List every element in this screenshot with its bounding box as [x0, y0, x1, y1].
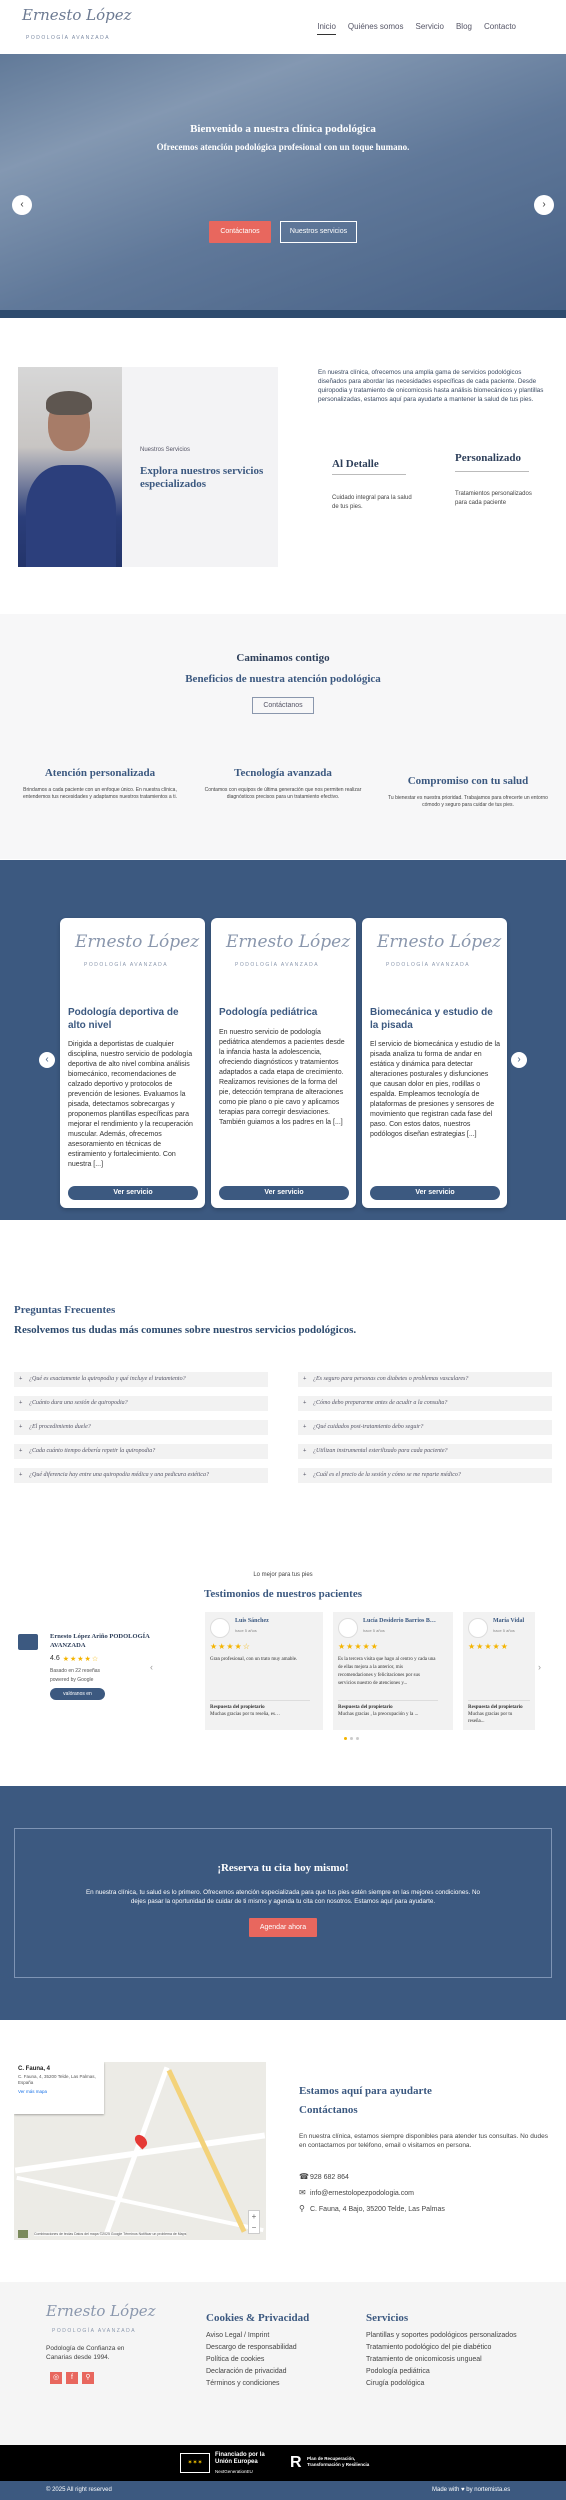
made-by-text[interactable]: Made with ♥ by nortemista.es — [432, 2487, 511, 2493]
services-kicker: Nuestros Servicios — [140, 447, 191, 453]
faq-title: Preguntas Frecuentes — [14, 1304, 116, 1316]
faq-item[interactable]: + ¿Es seguro para personas con diabetes o problemas vasculares? — [298, 1372, 552, 1387]
faq-question: ¿Cuánto dura una sesión de quiropodia? — [29, 1400, 128, 1406]
reviews-kicker: Lo mejor para tus pies — [253, 1572, 313, 1578]
faq-question: ¿Cada cuánto tiempo debería repetir la quiropodia? — [29, 1448, 156, 1454]
benefit-text-personalizada: Brindamos a cada paciente con un enfoque único. En nuestra clínica, entendemos tus necesidades y adaptamos nuestros tratamientos a ti. — [23, 787, 177, 800]
avatar — [468, 1618, 488, 1638]
social-links — [50, 2372, 94, 2384]
view-service-button[interactable]: Ver servicio — [68, 1186, 198, 1200]
faq-item[interactable]: + ¿Utilizan instrumental esterilizado para cada paciente? — [298, 1444, 552, 1459]
footer-link[interactable]: Términos y condiciones — [206, 2380, 280, 2387]
owner-response — [338, 1700, 438, 1718]
card-logo-subtitle: PODOLOGÍA AVANZADA — [386, 962, 471, 968]
eu-flag-icon: ✶✶✶ — [180, 2453, 210, 2473]
hero-slider — [0, 54, 566, 318]
map-larger-link[interactable]: Ver más mapa — [18, 2089, 48, 2094]
business-name: Ernesto López Ariño PODOLOGÍA AVANZADA — [50, 1633, 150, 1649]
faq-subtitle: Resolvemos tus dudas más comunes sobre nuestros servicios podológicos. — [14, 1324, 357, 1336]
main-nav — [317, 22, 516, 35]
benefit-title-compromiso: Compromiso con tu salud — [407, 775, 529, 787]
benefits-section — [0, 614, 566, 859]
map-credits: Combinaciones de teclas Datos del mapa ©2025 Google Términos Notificar un problema de Maps — [34, 2232, 187, 2236]
card-logo: Ernesto López — [377, 932, 502, 952]
hero-next-arrow-icon[interactable]: › — [534, 195, 554, 215]
logo[interactable]: Ernesto López — [22, 6, 132, 24]
footer-link[interactable]: Cirugía podológica — [366, 2380, 425, 2387]
funding-bar — [0, 2445, 566, 2481]
faq-item[interactable]: + ¿Qué es exactamente la quiropodia y qué incluye el tratamiento? — [14, 1372, 268, 1387]
faq-item[interactable]: + ¿Cada cuánto tiempo debería repetir la quiropodia? — [14, 1444, 268, 1459]
reviews-title: Testimonios de nuestros pacientes — [204, 1588, 362, 1600]
email-icon: ✉ — [299, 2188, 306, 2197]
services-prev-arrow-icon[interactable]: ‹ — [39, 1052, 55, 1068]
nav-quienes-somos[interactable]: Quiénes somos — [347, 22, 404, 31]
feature-detalle-text: Cuidado integral para la salud de tus pies. — [332, 495, 412, 510]
google-maps-icon[interactable]: ⚲ — [82, 2372, 94, 2384]
benefits-title: Caminamos contigo — [236, 652, 330, 664]
nav-contacto[interactable]: Contacto — [483, 22, 516, 31]
footer-link[interactable]: Descargo de responsabilidad — [206, 2344, 297, 2351]
contact-subtitle: Contáctanos — [299, 2104, 358, 2116]
service-text: Dirigida a deportistas de cualquier disciplina, nuestro servicio de podología deportiva de alto nivel combina análisis biomecánico, recomendaciones de calzado deportivo y protocolos de prevención de lesiones. Evaluamos la pisada, detectamos sobrecargas y proponemos plantillas específicas para mejorar el rendimiento y la recuperación muscular. Además, ofrecemos asesoramiento en técnicas de estiramiento y fortalecimiento. Con nuestra [...] — [68, 1041, 193, 1168]
booking-title: ¡Reserva tu cita hoy mismo! — [217, 1862, 349, 1874]
response-label: Respuesta del propietario — [210, 1705, 265, 1710]
faq-item[interactable]: + ¿Qué cuidados post-tratamiento debo seguir? — [298, 1420, 552, 1435]
rating-count: Basado en 22 reseñas — [50, 1668, 101, 1674]
business-icon — [18, 1634, 38, 1650]
reviews-prev-arrow-icon[interactable]: ‹ — [150, 1662, 153, 1672]
rating-stars-icon: ★★★★☆ — [62, 1656, 100, 1663]
footer-link[interactable]: Aviso Legal / Imprint — [206, 2332, 270, 2339]
services-intro-text: En nuestra clínica, ofrecemos una amplia gama de servicios podológicos diseñados para abordar las necesidades específicas de cada paciente. Desde quiropodia y tratamiento de onicomicosis hasta análisis biomecánicos y plantillas personalizadas, estamos aquí para ayudarte a mantener la salud de tus pies. — [318, 369, 544, 403]
instagram-icon[interactable]: ◎ — [50, 2372, 62, 2384]
reviews-next-arrow-icon[interactable]: › — [538, 1662, 541, 1672]
service-title: Podología deportiva de alto nivel — [68, 1007, 179, 1031]
view-service-button[interactable]: Ver servicio — [370, 1186, 500, 1200]
divider — [332, 474, 406, 475]
hero-band — [0, 310, 566, 318]
hero-title: Bienvenido a nuestra clínica podológica — [190, 123, 376, 135]
nav-inicio[interactable]: Inicio — [317, 22, 336, 35]
faq-question: ¿Es seguro para personas con diabetes o problemas vasculares? — [313, 1376, 469, 1382]
phone-icon: ☎ — [299, 2172, 309, 2181]
response-label: Respuesta del propietario — [468, 1705, 523, 1710]
footer-col2-title: Servicios — [366, 2312, 409, 2324]
benefit-text-tecnologia: Contamos con equipos de última generación que nos permiten realizar diagnósticos precisos para un tratamiento efectivo. — [204, 787, 362, 800]
view-service-button[interactable]: Ver servicio — [219, 1186, 349, 1200]
faq-question: ¿Utilizan instrumental esterilizado para cada paciente? — [313, 1448, 448, 1454]
faq-item[interactable]: + ¿Cómo debo prepararme antes de acudir a la consulta? — [298, 1396, 552, 1411]
site-header — [0, 0, 566, 54]
benefits-subtitle: Beneficios de nuestra atención podológica — [185, 673, 381, 685]
email-address: info@ernestolopezpodologia.com — [309, 2190, 414, 2197]
services-next-arrow-icon[interactable]: › — [511, 1052, 527, 1068]
location-map[interactable] — [14, 2062, 266, 2240]
eu-nextgen-text: NextGenerationEU — [215, 2469, 253, 2474]
site-footer — [0, 2282, 566, 2445]
faq-item[interactable]: + ¿Cuánto dura una sesión de quiropodia? — [14, 1396, 268, 1411]
recovery-plan-logo-icon: R — [290, 2454, 302, 2471]
reviewer-name: María Vidal — [493, 1618, 525, 1624]
book-now-button[interactable]: Agendar ahora — [249, 1918, 317, 1937]
benefit-title-tecnologia: Tecnología avanzada — [234, 767, 332, 779]
footer-col1-title: Cookies & Privacidad — [206, 2312, 310, 2324]
hero-subtitle: Ofrecemos atención podológica profesional con un toque humano. — [156, 142, 410, 152]
booking-text: En nuestra clínica, tu salud es lo primero. Ofrecemos atención especializada para que tus pies estén siempre en las mejores condiciones. No dejes pasar la oportunidad de cuidar de ti mismo y agenda tu cita con nosotros. Estamos aquí para ayudarte. — [85, 1889, 481, 1905]
review-card — [463, 1612, 535, 1730]
response-text: Muchas gracias por tu reseña... — [468, 1712, 513, 1724]
service-text: En nuestro servicio de podología pediátrica atendemos a pacientes desde la infancia hasta la adolescencia, ofreciendo diagnósticos y tratamientos adaptados a cada etapa de crecimiento. Realizamos revisiones de la forma del pie, detección temprana de alteraciones como pie plano o pie cavo y aplicamos terapias para corregir desviaciones. También guiamos a los padres en la [...] — [219, 1029, 345, 1126]
hero-services-button[interactable]: Nuestros servicios — [280, 221, 357, 243]
feature-detalle-title: Al Detalle — [332, 458, 379, 470]
review-stars-icon: ★★★★☆ — [210, 1642, 251, 1651]
contact-email[interactable] — [299, 2188, 414, 2197]
map-info-box — [14, 2062, 104, 2114]
reviewer-name: Luis Sánchez — [235, 1618, 269, 1624]
benefit-title-personalizada: Atención personalizada — [44, 767, 156, 779]
avatar — [338, 1618, 358, 1638]
review-card — [333, 1612, 453, 1730]
service-text: El servicio de biomecánica y estudio de la pisada analiza tu forma de andar en estática y dinámica para detectar alteraciones posturales y disfunciones que causan dolor en pies, rodillas o espalda. Empleamos tecnología de plataformas de presiones y sensores de movimiento que registran cada fase del paso. Con estos datos, nuestros podólogos diseñan estrategias [...] — [370, 1041, 500, 1138]
card-logo: Ernesto López — [226, 932, 351, 952]
review-date: hace 5 años — [235, 1628, 257, 1633]
card-logo-subtitle: PODOLOGÍA AVANZADA — [235, 962, 320, 968]
review-stars-icon: ★★★★★ — [468, 1642, 509, 1651]
hero-contact-button[interactable]: Contáctanos — [209, 221, 271, 243]
write-review-button[interactable]: valóranos en — [50, 1688, 105, 1700]
rating-value: 4.6 — [50, 1655, 60, 1662]
copyright-bar — [0, 2481, 566, 2500]
response-label: Respuesta del propietario — [338, 1705, 393, 1710]
feature-personalizado-title: Personalizado — [455, 452, 521, 464]
review-date: hace 5 años — [363, 1628, 385, 1633]
hero-prev-arrow-icon[interactable]: ‹ — [12, 195, 32, 215]
eu-funding-text: Financiado por la Unión Europea — [215, 2452, 265, 2465]
footer-link[interactable]: Política de cookies — [206, 2356, 265, 2363]
map-place-name: C. Fauna, 4 — [18, 2066, 51, 2072]
nav-blog[interactable]: Blog — [455, 22, 472, 31]
faq-question: ¿Qué diferencia hay entre una quiropodia médica y una pedicura estética? — [29, 1472, 209, 1478]
powered-by: powered by Google — [50, 1677, 94, 1683]
faq-question: ¿El procedimiento duele? — [29, 1424, 91, 1430]
faq-item[interactable]: + ¿Cuál es el precio de la sesión y cómo se me reparte médico? — [298, 1468, 552, 1483]
contact-address — [299, 2204, 445, 2213]
faq-question: ¿Cómo debo prepararme antes de acudir a la consulta? — [313, 1400, 448, 1406]
service-title: Podología pediátrica — [219, 1007, 318, 1018]
rating-summary — [50, 1655, 99, 1663]
response-text: Muchas gracias , la preocupación y la ... — [338, 1712, 419, 1717]
avatar — [210, 1618, 230, 1638]
location-icon: ⚲ — [299, 2204, 305, 2213]
logo-subtitle: PODOLOGÍA AVANZADA — [26, 35, 111, 41]
card-logo: Ernesto López — [75, 932, 200, 952]
faq-question: ¿Cuál es el precio de la sesión y cómo se me reparte médico? — [313, 1472, 461, 1478]
nav-servicio[interactable]: Servicio — [415, 22, 444, 31]
review-card — [205, 1612, 323, 1730]
review-stars-icon: ★★★★★ — [338, 1642, 379, 1651]
faq-item[interactable]: + ¿Qué diferencia hay entre una quiropodia médica y una pedicura estética? — [14, 1468, 268, 1483]
response-text: Muchas gracias por tu reseña, es… — [210, 1712, 280, 1717]
footer-logo[interactable]: Ernesto López — [46, 2302, 156, 2320]
footer-link[interactable]: Tratamiento de onicomicosis ungueal — [366, 2356, 482, 2363]
service-card[interactable] — [362, 918, 507, 1208]
service-card[interactable] — [211, 918, 356, 1208]
faq-question: ¿Qué es exactamente la quiropodia y qué incluye el tratamiento? — [29, 1376, 186, 1382]
review-text: Es la tercera visita que hago al centro y cada una de ellas mejora a la anterior, mis recomendaciones y felicitaciones por sus servicios nuestro de atenciones y... — [338, 1657, 436, 1686]
faq-question: ¿Qué cuidados post-tratamiento debo seguir? — [313, 1424, 424, 1430]
footer-link[interactable]: Plantillas y soportes podológicos personalizados — [366, 2332, 517, 2339]
benefit-text-compromiso: Tu bienestar es nuestra prioridad. Trabajamos para ofrecerte un entorno cómodo y seguro para cuidar de tus pies. — [388, 795, 548, 808]
recovery-plan-text: Plan de Recuperación, Transformación y Resiliencia — [307, 2456, 370, 2467]
map-satellite-thumb[interactable] — [18, 2230, 28, 2238]
card-logo-subtitle: PODOLOGÍA AVANZADA — [84, 962, 169, 968]
map-zoom-control[interactable]: + − — [248, 2210, 260, 2234]
map-place-address: C. Fauna, 4, 35200 Telde, Las Palmas, España — [18, 2074, 96, 2085]
footer-link[interactable]: Declaración de privacidad — [206, 2368, 287, 2375]
facebook-icon[interactable]: f — [66, 2372, 78, 2384]
footer-tagline: Podología de Confianza en Canarias desde 1994. — [46, 2345, 125, 2361]
footer-link[interactable]: Tratamiento podológico del pie diabético — [366, 2344, 492, 2351]
service-title: Biomecánica y estudio de la pisada — [370, 1007, 493, 1031]
reviews-pagination[interactable] — [344, 1737, 359, 1740]
contact-text: En nuestra clínica, estamos siempre disponibles para atender tus consultas. No dudes en contactarnos por teléfono, email o visitarnos en persona. — [299, 2133, 548, 2149]
copyright-text: © 2025 All right reserved — [46, 2487, 112, 2493]
phone-number: 928 682 864 — [309, 2174, 349, 2181]
reviewer-name: Lucía Desiderio Barrios B… — [363, 1618, 436, 1624]
owner-response — [210, 1700, 310, 1718]
services-title: Explora nuestros servicios especializados — [140, 465, 264, 490]
podologist-photo — [18, 367, 122, 567]
contact-phone[interactable] — [299, 2172, 349, 2181]
service-card[interactable] — [60, 918, 205, 1208]
faq-item[interactable]: + ¿El procedimiento duele? — [14, 1420, 268, 1435]
street-address: C. Fauna, 4 Bajo, 35200 Telde, Las Palmas — [309, 2206, 445, 2213]
footer-logo-subtitle: PODOLOGÍA AVANZADA — [52, 2328, 137, 2334]
services-intro-card — [122, 367, 278, 567]
divider — [455, 471, 529, 472]
contact-title: Estamos aquí para ayudarte — [299, 2085, 432, 2097]
owner-response — [468, 1700, 530, 1725]
footer-link[interactable]: Podología pediátrica — [366, 2368, 430, 2375]
review-text: Gran profesional, con un trato muy amable. — [210, 1657, 298, 1662]
feature-personalizado-text: Tratamientos personalizados para cada paciente — [455, 491, 532, 506]
benefits-contact-button[interactable]: Contáctanos — [252, 697, 314, 714]
review-date: hace 5 años — [493, 1628, 515, 1633]
